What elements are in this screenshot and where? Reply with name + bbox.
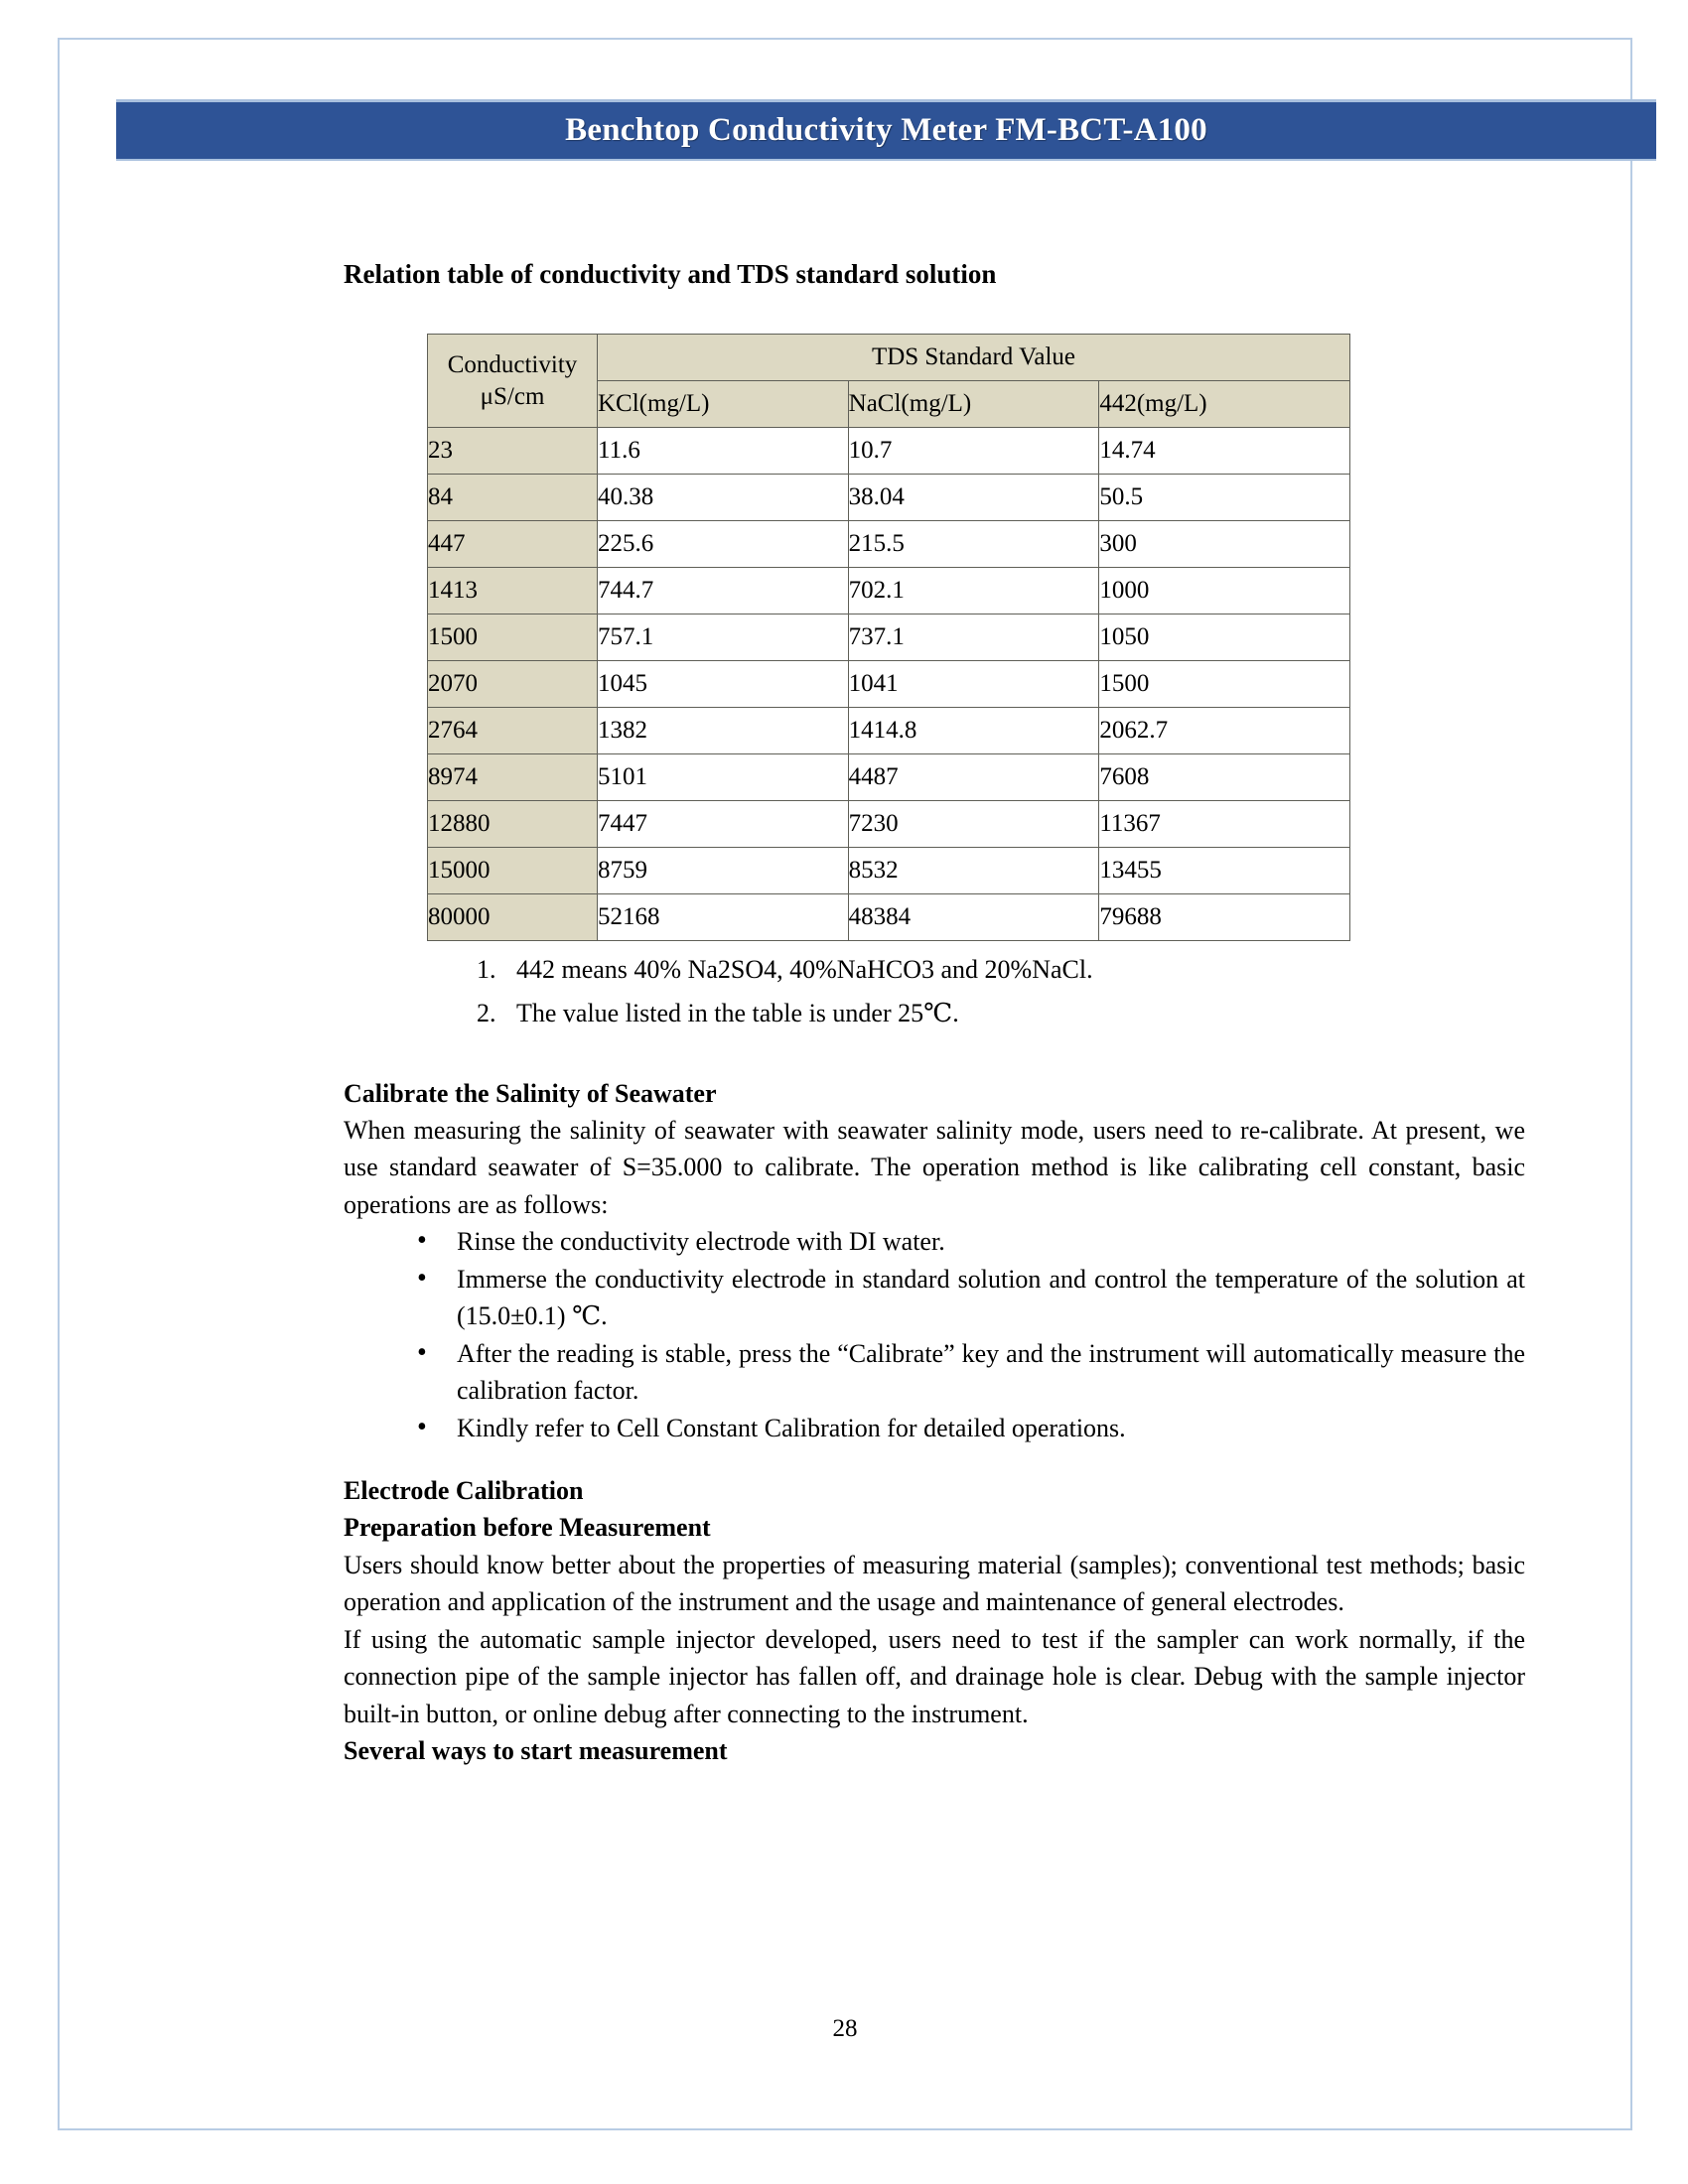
page-title: Relation table of conductivity and TDS standard solution — [344, 259, 997, 289]
heading-electrode-calibration: Electrode Calibration — [344, 1475, 584, 1505]
cell-kcl: 744.7 — [598, 568, 849, 614]
table-note: 1. 442 means 40% Na2SO4, 40%NaHCO3 and 20%NaCl. — [502, 949, 1525, 991]
cell-nacl: 215.5 — [848, 521, 1099, 568]
table-notes-list — [344, 949, 1525, 1033]
cell-conductivity: 12880 — [428, 801, 598, 848]
cell-nacl: 1041 — [848, 661, 1099, 708]
heading-preparation-before-measurement: Preparation before Measurement — [344, 1513, 711, 1543]
cell-nacl: 38.04 — [848, 475, 1099, 521]
table-row — [428, 521, 1350, 568]
cell-kcl: 5101 — [598, 754, 849, 801]
cell-kcl: 52168 — [598, 894, 849, 941]
cell-kcl: 40.38 — [598, 475, 849, 521]
table-row — [428, 661, 1350, 708]
cell-kcl: 1382 — [598, 708, 849, 754]
table-row — [428, 428, 1350, 475]
table-note: 2. The value listed in the table is under 25℃. — [502, 993, 1525, 1034]
cell-conductivity: 2070 — [428, 661, 598, 708]
cell-nacl: 702.1 — [848, 568, 1099, 614]
cell-kcl: 225.6 — [598, 521, 849, 568]
conductivity-tds-table — [427, 334, 1350, 941]
cell-kcl: 757.1 — [598, 614, 849, 661]
page-number: 28 — [832, 2015, 858, 2042]
header-conductivity — [428, 335, 598, 428]
header-conductivity-line1: Conductivity — [447, 350, 578, 378]
table-row — [428, 848, 1350, 894]
table-row — [428, 894, 1350, 941]
cell-conductivity: 1413 — [428, 568, 598, 614]
cell-conductivity: 84 — [428, 475, 598, 521]
cell-442: 14.74 — [1099, 428, 1350, 475]
cell-nacl: 737.1 — [848, 614, 1099, 661]
cell-442: 79688 — [1099, 894, 1350, 941]
document-title: Benchtop Conductivity Meter FM-BCT-A100 — [565, 112, 1207, 148]
spacer — [344, 1035, 1525, 1075]
heading-several-ways-to-start-measurement: Several ways to start measurement — [344, 1736, 728, 1766]
cell-nacl: 48384 — [848, 894, 1099, 941]
table-header-row-1 — [428, 335, 1350, 381]
cell-kcl: 1045 — [598, 661, 849, 708]
cell-conductivity: 2764 — [428, 708, 598, 754]
table-row — [428, 708, 1350, 754]
table-row — [428, 614, 1350, 661]
header-kcl: KCl(mg/L) — [598, 381, 849, 428]
cell-kcl: 11.6 — [598, 428, 849, 475]
cell-kcl: 7447 — [598, 801, 849, 848]
header-nacl: NaCl(mg/L) — [848, 381, 1099, 428]
cell-442: 2062.7 — [1099, 708, 1350, 754]
header-442: 442(mg/L) — [1099, 381, 1350, 428]
document-body — [344, 258, 1525, 1769]
table-row — [428, 568, 1350, 614]
cell-nacl: 8532 — [848, 848, 1099, 894]
cell-nacl: 7230 — [848, 801, 1099, 848]
cell-kcl: 8759 — [598, 848, 849, 894]
cell-442: 300 — [1099, 521, 1350, 568]
header-tds-standard-value: TDS Standard Value — [598, 335, 1350, 381]
conductivity-tds-table-wrapper — [427, 334, 1350, 941]
cell-nacl: 10.7 — [848, 428, 1099, 475]
cell-442: 1000 — [1099, 568, 1350, 614]
paragraph-sample-injector: If using the automatic sample injector developed, users need to test if the sampler can work normally, if the connection pipe of the sample injector has fallen off, and drainage hole is clear. Debug with the sample injector built-in button, or online debug after connecting to the instrument. — [344, 1624, 1525, 1728]
cell-442: 13455 — [1099, 848, 1350, 894]
cell-conductivity: 447 — [428, 521, 598, 568]
spacer — [344, 1446, 1525, 1472]
cell-nacl: 1414.8 — [848, 708, 1099, 754]
cell-442: 1050 — [1099, 614, 1350, 661]
table-row — [428, 801, 1350, 848]
heading-calibrate-salinity: Calibrate the Salinity of Seawater — [344, 1078, 717, 1108]
cell-conductivity: 8974 — [428, 754, 598, 801]
list-item: • Kindly refer to Cell Constant Calibration for detailed operations. — [409, 1410, 1525, 1446]
list-item: • Rinse the conductivity electrode with DI water. — [409, 1223, 1525, 1260]
table-body — [428, 428, 1350, 941]
document-header-bar — [116, 99, 1656, 161]
list-item: • After the reading is stable, press the “Calibrate” key and the instrument will automatically measure the calibration factor. — [409, 1335, 1525, 1410]
cell-442: 1500 — [1099, 661, 1350, 708]
document-page — [58, 38, 1632, 2130]
salinity-steps-list — [344, 1223, 1525, 1446]
table-row — [428, 754, 1350, 801]
header-conductivity-line2: μS/cm — [480, 382, 545, 410]
paragraph-salinity-intro: When measuring the salinity of seawater with seawater salinity mode, users need to re-calibrate. At present, we use standard seawater of S=35.000 to calibrate. The operation method is like calibrating cell constant, basic operations are as follows: — [344, 1116, 1525, 1219]
cell-442: 50.5 — [1099, 475, 1350, 521]
cell-conductivity: 23 — [428, 428, 598, 475]
cell-442: 7608 — [1099, 754, 1350, 801]
cell-442: 11367 — [1099, 801, 1350, 848]
list-item: • Immerse the conductivity electrode in standard solution and control the temperature of the solution at (15.0±0.1) ℃. — [409, 1261, 1525, 1335]
cell-conductivity: 15000 — [428, 848, 598, 894]
paragraph-properties: Users should know better about the properties of measuring material (samples); conventional test methods; basic operation and application of the instrument and the usage and maintenance of general electrodes. — [344, 1550, 1525, 1617]
cell-nacl: 4487 — [848, 754, 1099, 801]
table-row — [428, 475, 1350, 521]
cell-conductivity: 1500 — [428, 614, 598, 661]
table-head — [428, 335, 1350, 428]
cell-conductivity: 80000 — [428, 894, 598, 941]
